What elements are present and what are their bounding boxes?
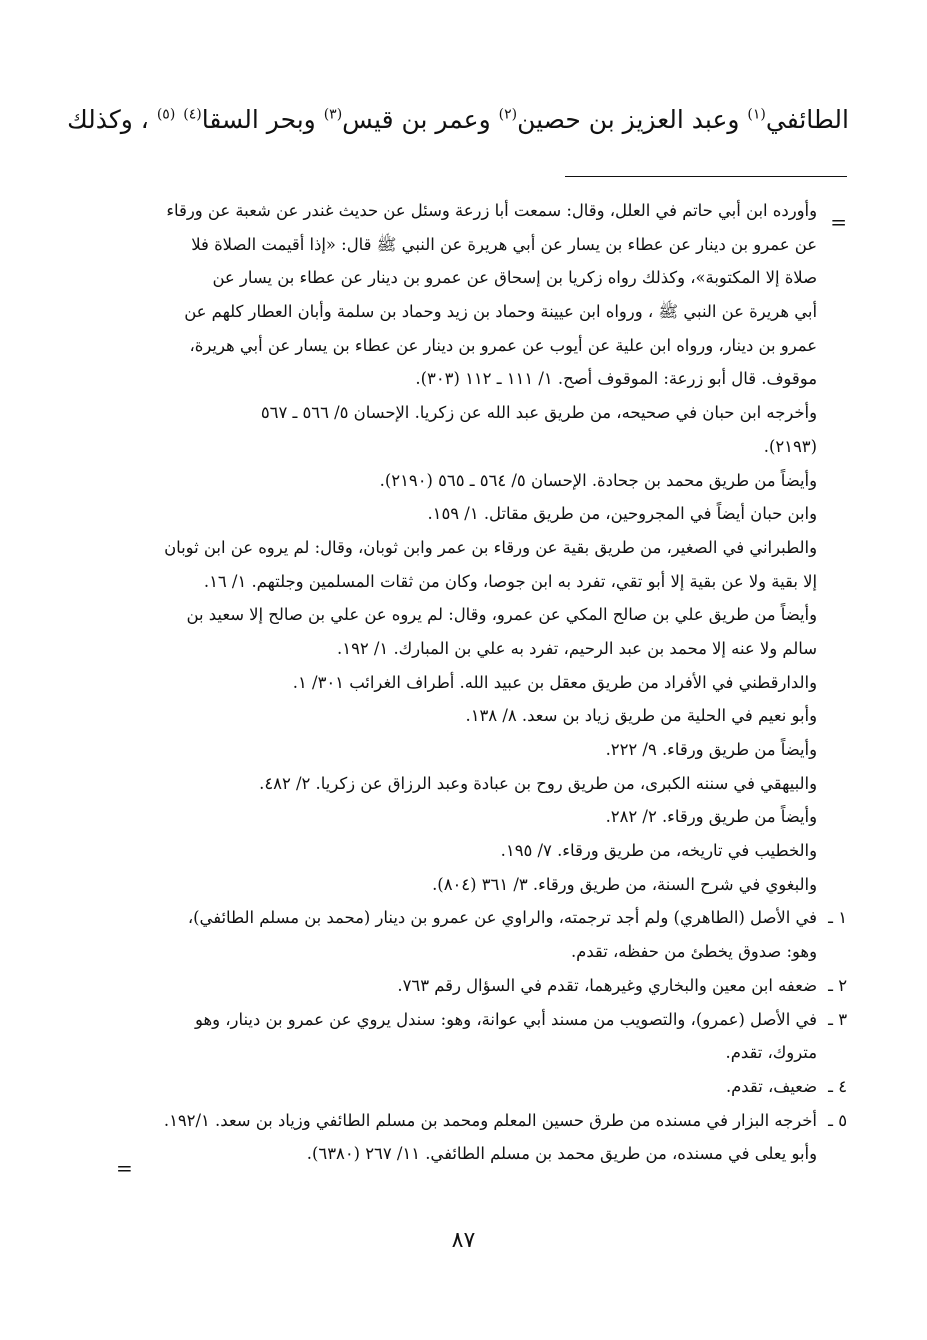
footnote-text: إلا بقية ولا عن بقية إلا أبو تقي، تفرد به ابن جوصا، وكان من ثقات المسلمين وجلتهم. ١/ ١٦. [203,571,817,591]
footnote-line [117,1137,817,1171]
footnote-line [117,464,817,498]
footnote-line [117,699,817,733]
main-text-part: الطائفي [765,105,849,134]
footnote-line [117,632,817,666]
footnote-line [117,598,817,632]
footnote-text: وهو: صدوق يخطئ من حفظه، تقدم. [570,942,817,962]
footnote-line [117,194,817,228]
footnote-line [117,868,817,902]
footnote-text: سالم ولا عنه إلا محمد بن عبد الرحيم، تفرد به علي بن المبارك. ١/ ١٩٢. [337,638,817,658]
footnote-text: وأيضاً من طريق ورقاء. ٢/ ٢٨٢. [605,807,817,827]
footnote-text: وابن حبان أيضاً في المجروحين، من طريق مقاتل. ١/ ١٥٩. [427,504,817,524]
footnote-line [117,362,817,396]
main-text-part: وبحر السقا [201,105,324,134]
footnote-text: عن عمرو بن دينار عن عطاء بن يسار عن أبي هريرة عن النبي ﷺ قال: «إذا أقيمت الصلاة فلا [191,234,817,254]
page-number: ٨٧ [451,1228,476,1253]
footnote-number: ٤ ـ [828,1076,847,1096]
footnote-text: وأبو نعيم في الحلية من طريق زياد بن سعد. ٨/ ١٣٨. [465,706,817,726]
footnote-text: موقوف. قال أبو زرعة: الموقوف أصح. ١/ ١١١ ـ ١١٢ (٣٠٣). [415,369,817,389]
footnote-number: ٥ ـ [828,1110,847,1130]
footnote-text: والدارقطني في الأفراد من طريق معقل بن عبيد الله. أطراف الغرائب ٣٠١/ ١. [292,672,817,692]
footnote-line [117,1104,847,1138]
footnotes [117,194,847,1171]
footnote-text: وأبو يعلى في مسنده، من طريق محمد بن مسلم الطائفي. ١١/ ٢٦٧ (٦٣٨٠). [306,1144,817,1164]
footnote-text: أخرجه البزار في مسنده من طرق حسين المعلم ومحمد بن مسلم الطائفي وزياد بن سعد. ١٩٢/١. [163,1110,817,1130]
main-text-part: وعمر بن قيس [342,105,499,134]
footnote-line [117,901,847,935]
footnote-text: صلاة إلا المكتوبة»، وكذلك رواه زكريا بن إسحاق عن عمرو بن دينار عن عطاء بن يسار عن [212,268,817,288]
footnote-text: والبيهقي في سننه الكبرى، من طريق روح بن عبادة وعبد الرزاق عن زكريا. ٢/ ٤٨٢. [259,773,817,793]
footnote-ref[interactable]: (١) [747,106,766,123]
footnote-line [117,228,817,262]
footnote-line [117,396,817,430]
footnote-text: ضعفه ابن معين والبخاري وغيرهما، تقدم في السؤال رقم ٧٦٣. [397,975,817,995]
footnote-text: وأيضاً من طريق علي بن صالح المكي عن عمرو، وقال: لم يروه عن علي بن صالح إلا سعيد بن [186,605,817,625]
footnote-line [117,666,817,700]
footnote-ref[interactable]: (٣) [323,106,343,123]
footnote-text: وأيضاً من طريق ورقاء. ٩/ ٢٢٢. [605,740,817,759]
footnote-text: وأخرجه ابن حبان في صحيحه، من طريق عبد الله عن زكريا. الإحسان ٥/ ٥٦٦ ـ ٥٦٧ [260,403,817,423]
footnote-text: وأورده ابن أبي حاتم في العلل، وقال: سمعت أبا زرعة وسئل عن حديث غندر عن شعبة عن ورقاء [166,201,817,220]
continuation-mark-top: = [830,210,847,234]
footnote-line [117,261,817,295]
footnote-line [117,733,817,767]
footnote-text: والبغوي في شرح السنة، من طريق ورقاء. ٣/ ٣٦١ (٨٠٤). [432,874,817,894]
footnote-ref[interactable]: (٤) [183,106,202,123]
footnote-text: في الأصل (الطاهري) ولم أجد ترجمته، والراوي عن عمرو بن دينار (محمد بن مسلم الطائفي)، [187,908,817,928]
footnote-line [117,1036,817,1070]
main-text-part: ، وكذلك [67,105,157,134]
main-text-part: وعبد العزيز بن حصين [517,105,748,134]
footnote-line [117,430,817,464]
footnote-number: ٢ ـ [828,975,847,995]
footnote-line [117,767,817,801]
footnote-line [117,531,817,565]
footnote-line [117,1003,847,1037]
footnote-line [117,969,847,1003]
footnote-line [117,565,817,599]
continuation-mark-bottom: = [116,1156,133,1180]
main-text-line [67,96,849,144]
footnote-separator [565,176,847,177]
footnote-text: ضعيف، تقدم. [725,1076,817,1096]
footnote-line [117,800,817,834]
footnote-line [117,497,817,531]
footnote-line [117,295,817,329]
footnote-text: في الأصل (عمرو)، والتصويب من مسند أبي عوانة، وهو: سندل يروي عن عمرو بن دينار، وهو [195,1009,817,1029]
footnote-text: والطبراني في الصغير، من طريق بقية عن ورقاء بن عمر وابن ثوبان، وقال: لم يروه عن ابن ثوبان [164,537,817,557]
footnote-text: وأيضاً من طريق محمد بن جحادة. الإحسان ٥/ ٥٦٤ ـ ٥٦٥ (٢١٩٠). [379,470,817,490]
footnote-number: ١ ـ [828,908,847,928]
footnote-number: ٣ ـ [828,1009,847,1029]
footnote-text: متروك، تقدم. [725,1043,817,1063]
footnote-line [117,329,817,363]
footnote-text: (٢١٩٣). [763,436,817,456]
footnote-line [117,1070,847,1104]
footnote-ref[interactable]: (٥) [156,106,176,123]
footnote-text: عمرو بن دينار، ورواه ابن علية عن أيوب عن عمرو بن دينار عن عطاء بن يسار عن أبي هريرة، [189,335,817,355]
footnote-text: أبي هريرة عن النبي ﷺ ، ورواه ابن عيينة وحماد بن زيد وحماد بن سلمة وأبان العطار كلهم عن [184,302,817,322]
footnote-line [117,834,817,868]
footnote-line [117,935,817,969]
footnote-ref[interactable]: (٢) [498,106,518,123]
footnote-text: والخطيب في تاريخه، من طريق ورقاء. ٧/ ١٩٥. [500,841,817,861]
